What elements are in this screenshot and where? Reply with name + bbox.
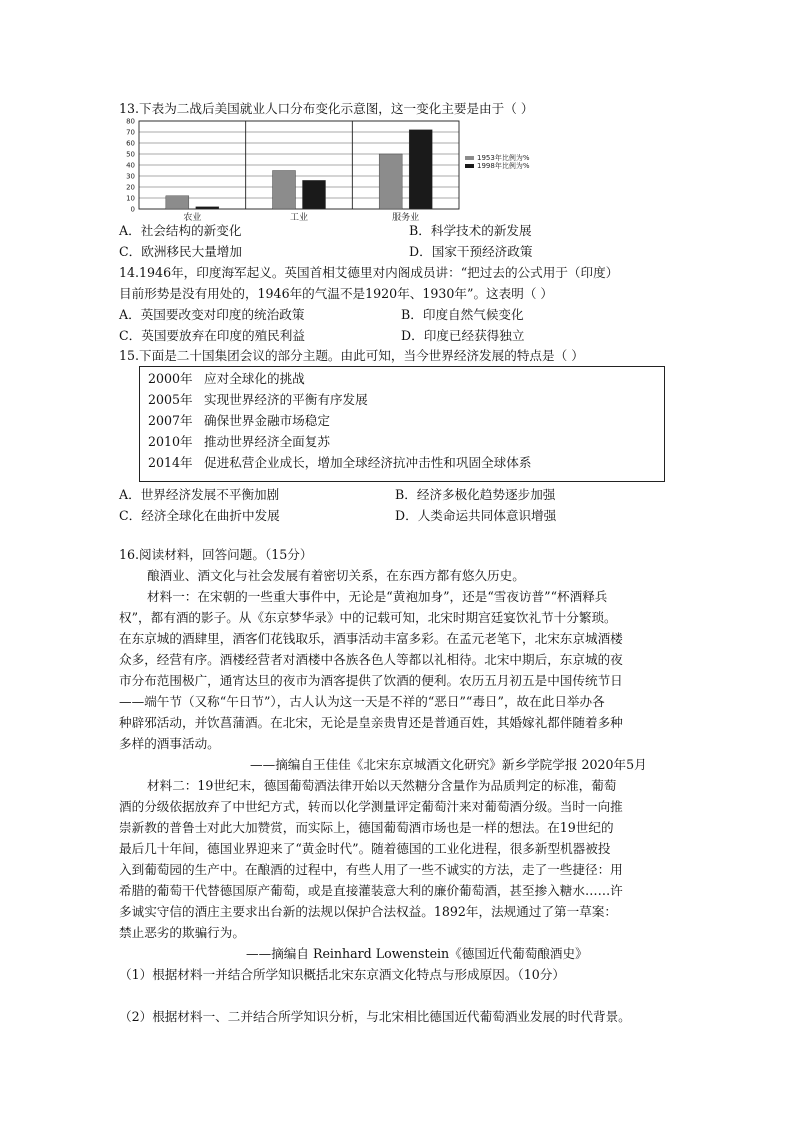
material2-line: 多诚实守信的酒庄主要求出台新的法规以保护合法权益。1892年，法规通过了第一草案： [119,904,618,919]
material2-line: 最后几十年间，德国业界迎来了“黄金时代”。随着德国的工业化进程，很多新型机器被投 [119,841,611,856]
bar [303,180,326,209]
material1-line: ——端午节（又称“午日节”），古人认为这一天是不祥的“恶日”“毒日”，故在此日举办各 [119,694,605,709]
chart-y-ticks [126,118,135,214]
material1-line: 材料一：在宋朝的一些重大事件中，无论是“黄袍加身”，还是“雪夜访普”“杯酒释兵 [147,589,608,604]
q13-stem: 13.下表为二战后美国就业人口分布变化示意图，这一变化主要是由于（ ） [119,101,534,116]
material2-line: 希腊的葡萄干代替德国原产葡萄，或是直接灌装意大利的廉价葡萄酒，甚至掺入糖水……许 [119,883,623,898]
material1-line: 在东京城的酒肆里，酒客们花钱取乐，酒事活动丰富多彩。在孟元老笔下，北宋东京城酒楼 [119,631,623,646]
y-tick-label: 30 [126,172,135,181]
q14-options-row2 [119,327,679,345]
topic-row: 2010年 推动世界经济全面复苏 [148,434,330,449]
q16-sub2: （2）根据材料一、二并结合所学知识分析，与北宋相比德国近代葡萄酒业发展的时代背景。 [119,1009,631,1024]
y-tick-label: 50 [126,150,135,159]
q15-option-d[interactable]: D．人类命运共同体意识增强 [395,508,557,523]
material1-line: 种辟邪活动，并饮菖蒲酒。在北宋，无论是皇亲贵胄还是普通百姓，其婚嫁礼都伴随着多种 [119,715,623,730]
bar [273,171,296,210]
q14-stem-line2: 目前形势是没有用处的，1946年的气温不是1920年、1930年”。这表明（ ） [119,286,554,301]
answer-space[interactable] [0,1040,794,1120]
q14-options-row1 [119,306,679,324]
y-tick-label: 0 [130,205,135,214]
q14-option-b[interactable]: B．印度自然气候变化 [401,307,524,322]
topic-row: 2000年 应对全球化的挑战 [148,371,305,386]
q13-options-row1 [119,222,679,240]
q16-sub1: （1）根据材料一并结合所学知识概括北宋东京酒文化特点与形成原因。（10分） [119,967,565,982]
q14-option-d[interactable]: D．印度已经获得独立 [401,328,525,343]
material2-line: 酒的分级依据放弃了中世纪方式，转而以化学测量评定葡萄汁来对葡萄酒分级。当时一向推 [119,799,623,814]
topic-row: 2007年 确保世界金融市场稳定 [148,413,330,428]
q13-option-d[interactable]: D．国家干预经济政策 [409,244,533,259]
legend-label: 1998年比例为% [477,162,530,170]
material2-citation: ——摘编自 Reinhard Lowenstein《德国近代葡萄酿酒史》 [246,946,588,961]
q15-option-a[interactable]: A．世界经济发展不平衡加剧 [119,487,280,502]
category-label: 工业 [289,213,309,223]
q15-options-row2 [119,507,679,525]
topic-row: 2005年 实现世界经济的平衡有序发展 [148,392,368,407]
category-label: 服务业 [392,213,420,223]
y-tick-label: 10 [126,194,135,203]
g20-topics-box [139,366,665,482]
bar [379,154,402,209]
material1-line: 市分布范围极广，通宵达旦的夜市为酒客提供了饮酒的便利。农历五月初五是中国传统节日 [119,673,623,688]
material2-line: 入到葡萄园的生产中。在酿酒的过程中，有些人用了一些不诚实的方法，走了一些捷径：用 [119,862,623,877]
material1-citation: ——摘编自王佳佳《北宋东京城酒文化研究》新乡学院学报 2020年5月 [250,757,647,772]
q15-options-row1 [119,486,679,504]
topic-row: 2014年 促进私营企业成长，增加全球经济抗冲击性和巩固全球体系 [148,455,532,470]
q16-intro: 酿酒业、酒文化与社会发展有着密切关系，在东西方都有悠久历史。 [147,568,525,583]
material1-line: 多样的酒事活动。 [119,736,220,751]
chart-legend [465,153,530,170]
q15-stem: 15.下面是二十国集团会议的部分主题。由此可知，当今世界经济发展的特点是（ ） [119,348,584,363]
chart-bars [166,130,432,209]
q15-option-c[interactable]: C．经济全球化在曲折中发展 [119,508,280,523]
material2-line: 禁止恶劣的欺骗行为。 [119,925,245,940]
material2-line: 材料二：19世纪末，德国葡萄酒法律开始以天然糖分含量作为品质判定的标准，葡萄 [147,778,617,793]
q13-option-a[interactable]: A．社会结构的新变化 [119,223,242,238]
q14-option-c[interactable]: C．英国要放弃在印度的殖民利益 [119,328,305,343]
y-tick-label: 20 [126,183,135,192]
q15-option-b[interactable]: B．经济多极化趋势逐步加强 [395,487,556,502]
material1-line: 众多，经营有序。酒楼经营者对酒楼中各族各色人等都以礼相待。北宋中期后，东京城的夜 [119,652,623,667]
y-tick-label: 80 [126,118,135,126]
y-tick-label: 40 [126,161,135,170]
q13-option-b[interactable]: B．科学技术的新发展 [409,223,532,238]
legend-label: 1953年比例为% [477,154,530,162]
q16-stem: 16.阅读材料，回答问题。（15分） [119,547,313,562]
q14-option-a[interactable]: A．英国要改变对印度的统治政策 [119,307,305,322]
employment-bar-chart [119,118,579,224]
bar [409,130,432,209]
legend-swatch [465,156,474,160]
bar [166,196,189,209]
y-tick-label: 60 [126,139,135,148]
q13-option-c[interactable]: C．欧洲移民大量增加 [119,244,242,259]
bar [196,207,219,209]
material2-line: 崇新教的普鲁士对此大加赞赏，而实际上，德国葡萄酒市场也是一样的想法。在19世纪的 [119,820,614,835]
legend-swatch [465,164,474,168]
material1-line: 权”，都有酒的影子。从《东京梦华录》中的记载可知，北宋时期宫廷宴饮礼节十分繁琐。 [119,610,617,625]
q14-stem-line1: 14.1946年，印度海军起义。英国首相艾德里对内阁成员讲：“把过去的公式用于（印度） [119,265,619,280]
category-label: 农业 [183,213,202,223]
y-tick-label: 70 [126,128,135,137]
q13-options-row2 [119,243,679,261]
